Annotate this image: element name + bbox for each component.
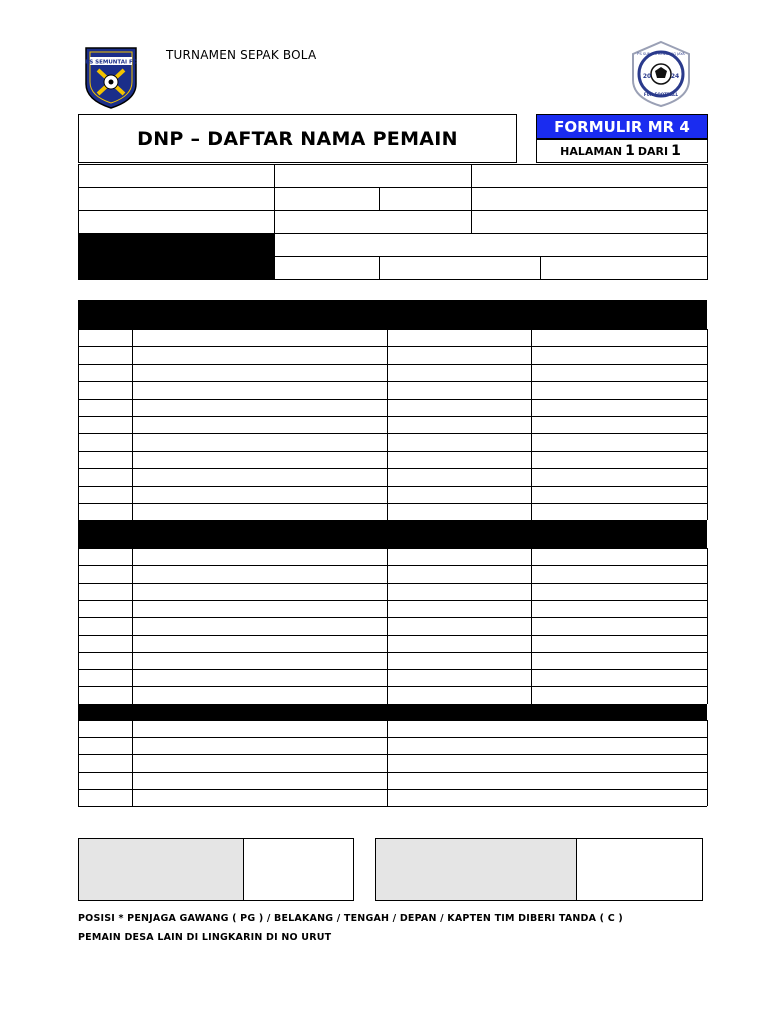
table-cell[interactable] <box>79 347 132 363</box>
table-cell[interactable] <box>388 773 707 789</box>
info-field[interactable] <box>275 257 379 279</box>
table-cell[interactable] <box>79 653 132 669</box>
signature-label-left <box>78 838 244 901</box>
table-cell[interactable] <box>532 487 707 503</box>
page-total: 1 <box>671 143 681 159</box>
table-cell[interactable] <box>133 670 387 686</box>
table-cell[interactable] <box>133 738 387 754</box>
table-cell[interactable] <box>79 566 132 582</box>
table-cell[interactable] <box>388 400 531 416</box>
table-cell[interactable] <box>79 469 132 485</box>
table-col-line <box>707 720 708 806</box>
table-cell[interactable] <box>79 330 132 346</box>
table-cell[interactable] <box>532 653 707 669</box>
table-cell[interactable] <box>79 721 132 737</box>
table-cell[interactable] <box>532 566 707 582</box>
signature-field-left[interactable] <box>245 839 353 900</box>
table-cell[interactable] <box>388 365 531 381</box>
table-cell[interactable] <box>133 400 387 416</box>
page-current: 1 <box>625 143 635 159</box>
table-cell[interactable] <box>79 738 132 754</box>
info-field[interactable] <box>472 211 707 233</box>
table-cell[interactable] <box>133 721 387 737</box>
table-cell[interactable] <box>133 636 387 652</box>
info-field[interactable] <box>472 165 707 187</box>
note-position: POSISI * PENJAGA GAWANG ( PG ) / BELAKANG / TENGAH / DEPAN / KAPTEN TIM DIBERI TANDA ( C ) <box>78 913 623 924</box>
table-cell[interactable] <box>133 330 387 346</box>
table-cell[interactable] <box>79 755 132 771</box>
table-cell[interactable] <box>388 653 531 669</box>
table-cell[interactable] <box>79 687 132 703</box>
section-header-black <box>78 300 707 329</box>
info-field[interactable] <box>380 188 471 210</box>
table-cell[interactable] <box>133 549 387 565</box>
table-cell[interactable] <box>388 417 531 433</box>
info-field[interactable] <box>275 165 471 187</box>
table-cell[interactable] <box>532 618 707 634</box>
table-cell[interactable] <box>388 330 531 346</box>
table-cell[interactable] <box>133 687 387 703</box>
table-cell[interactable] <box>388 721 707 737</box>
info-grid-line <box>274 279 707 280</box>
table-cell[interactable] <box>79 670 132 686</box>
table-cell[interactable] <box>133 653 387 669</box>
table-cell[interactable] <box>133 755 387 771</box>
table-col-line <box>707 548 708 704</box>
table-cell[interactable] <box>388 504 531 520</box>
info-field[interactable] <box>275 234 707 256</box>
table-cell[interactable] <box>388 687 531 703</box>
table-cell[interactable] <box>388 738 707 754</box>
page-title: DNP – DAFTAR NAMA PEMAIN <box>137 127 458 150</box>
right-logo-year-left: 20 <box>642 73 652 80</box>
right-logo-year-right: 24 <box>670 73 680 80</box>
table-cell[interactable] <box>388 566 531 582</box>
section-header-black <box>78 704 707 720</box>
signature-label-right <box>375 838 577 901</box>
table-cell[interactable] <box>532 400 707 416</box>
table-row-line <box>78 806 707 807</box>
table-cell[interactable] <box>388 790 707 806</box>
table-cell[interactable] <box>133 417 387 433</box>
table-cell[interactable] <box>388 347 531 363</box>
title-box <box>78 114 517 163</box>
table-cell[interactable] <box>133 434 387 450</box>
table-cell[interactable] <box>388 487 531 503</box>
right-logo-text-bottom: FUN FOOTBALL <box>643 92 679 97</box>
table-cell[interactable] <box>79 504 132 520</box>
table-col-line <box>707 329 708 520</box>
table-cell[interactable] <box>133 487 387 503</box>
table-cell[interactable] <box>133 469 387 485</box>
table-cell[interactable] <box>388 584 531 600</box>
table-cell[interactable] <box>532 584 707 600</box>
info-field[interactable] <box>275 188 379 210</box>
info-field[interactable] <box>79 165 274 187</box>
table-cell[interactable] <box>532 687 707 703</box>
table-cell[interactable] <box>79 417 132 433</box>
table-cell[interactable] <box>133 504 387 520</box>
table-cell[interactable] <box>532 382 707 398</box>
section-header-divider <box>132 300 133 329</box>
table-cell[interactable] <box>79 365 132 381</box>
table-cell[interactable] <box>79 601 132 617</box>
table-cell[interactable] <box>532 347 707 363</box>
table-cell[interactable] <box>388 618 531 634</box>
info-field[interactable] <box>380 257 540 279</box>
table-cell[interactable] <box>388 636 531 652</box>
table-cell[interactable] <box>532 469 707 485</box>
table-cell[interactable] <box>388 755 707 771</box>
page-label: HALAMAN <box>560 144 623 158</box>
table-cell[interactable] <box>79 773 132 789</box>
tournament-subtitle: TURNAMEN SEPAK BOLA <box>166 48 317 62</box>
table-cell[interactable] <box>133 382 387 398</box>
table-cell[interactable] <box>133 790 387 806</box>
table-cell[interactable] <box>532 670 707 686</box>
table-cell[interactable] <box>79 618 132 634</box>
table-cell[interactable] <box>388 549 531 565</box>
info-field[interactable] <box>79 188 274 210</box>
table-cell[interactable] <box>79 584 132 600</box>
table-cell[interactable] <box>388 452 531 468</box>
table-cell[interactable] <box>79 382 132 398</box>
table-cell[interactable] <box>532 636 707 652</box>
table-cell[interactable] <box>133 618 387 634</box>
table-cell[interactable] <box>79 487 132 503</box>
info-field[interactable] <box>275 211 471 233</box>
section-header-black <box>78 521 707 548</box>
info-field[interactable] <box>79 211 274 233</box>
info-header-black <box>78 233 274 280</box>
table-cell[interactable] <box>388 670 531 686</box>
table-cell[interactable] <box>79 434 132 450</box>
table-cell[interactable] <box>532 452 707 468</box>
section-header-divider <box>132 521 133 548</box>
table-cell[interactable] <box>532 434 707 450</box>
signature-field-right[interactable] <box>578 839 702 900</box>
form-code-badge <box>536 114 708 139</box>
table-cell[interactable] <box>388 601 531 617</box>
page-sep: DARI <box>637 144 669 158</box>
note-village: PEMAIN DESA LAIN DI LINGKARIN DI NO URUT <box>78 932 332 943</box>
table-cell[interactable] <box>133 452 387 468</box>
table-cell[interactable] <box>133 365 387 381</box>
club-logo-left <box>82 44 140 110</box>
table-cell[interactable] <box>388 469 531 485</box>
table-cell[interactable] <box>133 566 387 582</box>
info-field[interactable] <box>472 188 707 210</box>
table-cell[interactable] <box>532 504 707 520</box>
table-cell[interactable] <box>532 549 707 565</box>
table-cell[interactable] <box>79 636 132 652</box>
page-counter <box>536 139 708 163</box>
info-grid-line <box>707 164 708 280</box>
table-cell[interactable] <box>388 434 531 450</box>
table-cell[interactable] <box>79 400 132 416</box>
club-logo-right <box>627 40 695 108</box>
table-cell[interactable] <box>133 601 387 617</box>
table-cell[interactable] <box>79 790 132 806</box>
form-code: FORMULIR MR 4 <box>554 117 690 136</box>
table-cell[interactable] <box>388 382 531 398</box>
table-cell[interactable] <box>79 549 132 565</box>
table-cell[interactable] <box>133 584 387 600</box>
table-cell[interactable] <box>532 601 707 617</box>
info-field[interactable] <box>541 257 707 279</box>
table-cell[interactable] <box>532 365 707 381</box>
section-header-divider <box>132 704 133 720</box>
table-cell[interactable] <box>532 417 707 433</box>
right-logo-text-top: PS SUNGAI RENDANG JAYA <box>637 52 685 56</box>
table-cell[interactable] <box>79 452 132 468</box>
left-logo-text: PS SEMUNTAI FC <box>85 59 137 66</box>
table-cell[interactable] <box>133 347 387 363</box>
table-cell[interactable] <box>133 773 387 789</box>
table-cell[interactable] <box>532 330 707 346</box>
